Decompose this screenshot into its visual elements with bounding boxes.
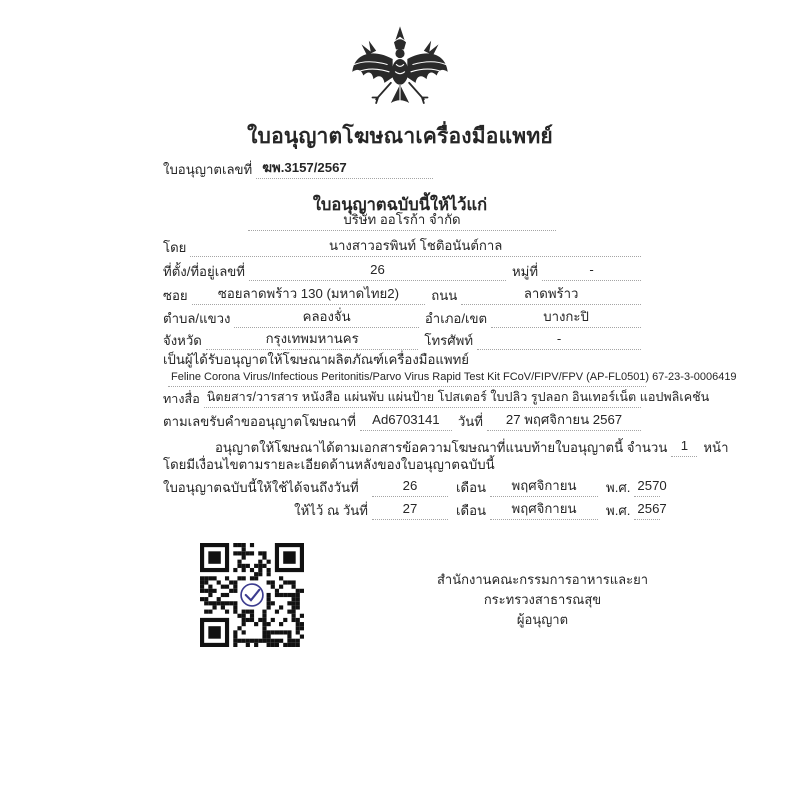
conditions-row <box>163 457 641 474</box>
authority-line-2: กระทรวงสาธารณสุข <box>483 592 602 607</box>
era-label-2: พ.ศ. <box>606 503 631 518</box>
district-value: บางกะปิ <box>491 309 641 328</box>
phone-value: - <box>477 331 641 350</box>
issue-day: 27 <box>372 501 448 520</box>
application-label: ตามเลขรับคำขออนุญาตโฆษณาที่ <box>163 414 356 429</box>
soi-label: ซอย <box>163 288 188 303</box>
address-number: 26 <box>249 262 506 281</box>
valid-year: 2570 <box>634 478 660 497</box>
company-name: บริษัท ออโรก้า จำกัด <box>248 212 556 231</box>
qr-code <box>200 543 304 647</box>
soi-value: ซอยลาดพร้าว 130 (มหาดไทย2) <box>192 286 426 305</box>
issue-year: 2567 <box>634 501 660 520</box>
valid-until-row <box>163 478 667 497</box>
issued-at-label: ให้ไว้ ณ วันที่ <box>294 503 368 518</box>
pages-count: 1 <box>671 438 697 457</box>
application-date-label: วันที่ <box>457 414 483 429</box>
allow-row <box>163 438 729 457</box>
pages-unit: หน้า <box>703 440 729 455</box>
application-row <box>163 412 641 431</box>
media-label: ทางสื่อ <box>163 392 200 406</box>
issue-month: พฤศจิกายน <box>490 501 598 520</box>
road-value: ลาดพร้าว <box>461 286 641 305</box>
garuda-icon <box>345 22 455 118</box>
road-label: ถนน <box>431 288 458 303</box>
company-row <box>163 212 641 231</box>
district-label: อำเภอ/เขต <box>424 311 488 326</box>
license-number-value: ฆพ.3157/2567 <box>256 160 433 179</box>
province-value: กรุงเทพมหานคร <box>206 331 419 350</box>
month-label-1: เดือน <box>456 480 487 495</box>
product-name: Feline Corona Virus/Infectious Peritonitis/Parvo Virus Rapid Test Kit FCoV/FIPV/FPV (AP-FL0501) 67-23-3-0006419 <box>168 371 646 387</box>
license-number-label: ใบอนุญาตเลขที่ <box>163 162 253 177</box>
conditions-line: โดยมีเงื่อนไขตามรายละเอียดด้านหลังของใบอนุญาตฉบับนี้ <box>163 457 495 472</box>
address-row <box>163 262 641 281</box>
allow-line: อนุญาตให้โฆษณาได้ตามเอกสารข้อความโฆษณาที่แนบท้ายใบอนุญาตนี้ จำนวน <box>215 440 668 455</box>
authority-line-1: สำนักงานคณะกรรมการอาหารและยา <box>436 572 649 587</box>
province-phone-row <box>163 331 641 350</box>
valid-day: 26 <box>372 478 448 497</box>
valid-until-label: ใบอนุญาตฉบับนี้ให้ใช้ได้จนถึงวันที่ <box>163 480 359 495</box>
era-label-1: พ.ศ. <box>606 480 631 495</box>
media-value: นิตยสาร/วารสาร หนังสือ แผ่นพับ แผ่นป้าย โปสเตอร์ ใบปลิว รูปลอก อินเทอร์เน็ต แอปพลิเคชัน <box>204 390 641 408</box>
by-name: นางสาวอรพินท์ โชติอนันต์กาล <box>190 238 641 257</box>
license-number-row <box>163 160 641 179</box>
issued-to-heading: ใบอนุญาตฉบับนี้ให้ไว้แก่ <box>312 196 488 214</box>
document-title: ใบอนุญาตโฆษณาเครื่องมือแพทย์ <box>247 125 553 148</box>
by-row <box>163 238 641 257</box>
grant-line: เป็นผู้ได้รับอนุญาตให้โฆษณาผลิตภัณฑ์เครื่องมือแพทย์ <box>163 352 469 367</box>
issued-at-row <box>163 501 667 520</box>
subdistrict-label: ตำบล/แขวง <box>163 311 231 326</box>
media-row <box>163 390 710 408</box>
moo-label: หมู่ที่ <box>511 264 539 279</box>
product-row <box>168 371 737 387</box>
application-date: 27 พฤศจิกายน 2567 <box>487 412 641 431</box>
province-label: จังหวัด <box>163 333 202 348</box>
moo-value: - <box>542 262 641 281</box>
emblem-wrap <box>0 22 800 118</box>
authority-block <box>400 570 685 630</box>
subdistrict-district-row <box>163 309 641 328</box>
authority-line-3: ผู้อนุญาต <box>516 612 569 627</box>
address-label: ที่ตั้ง/ที่อยู่เลขที่ <box>163 264 245 279</box>
by-label: โดย <box>163 240 187 255</box>
soi-road-row <box>163 286 641 305</box>
subdistrict-value: คลองจั่น <box>234 309 418 328</box>
month-label-2: เดือน <box>456 503 487 518</box>
phone-label: โทรศัพท์ <box>424 333 474 348</box>
application-number: Ad6703141 <box>360 412 452 431</box>
grant-line-row <box>163 352 641 369</box>
valid-month: พฤศจิกายน <box>490 478 598 497</box>
